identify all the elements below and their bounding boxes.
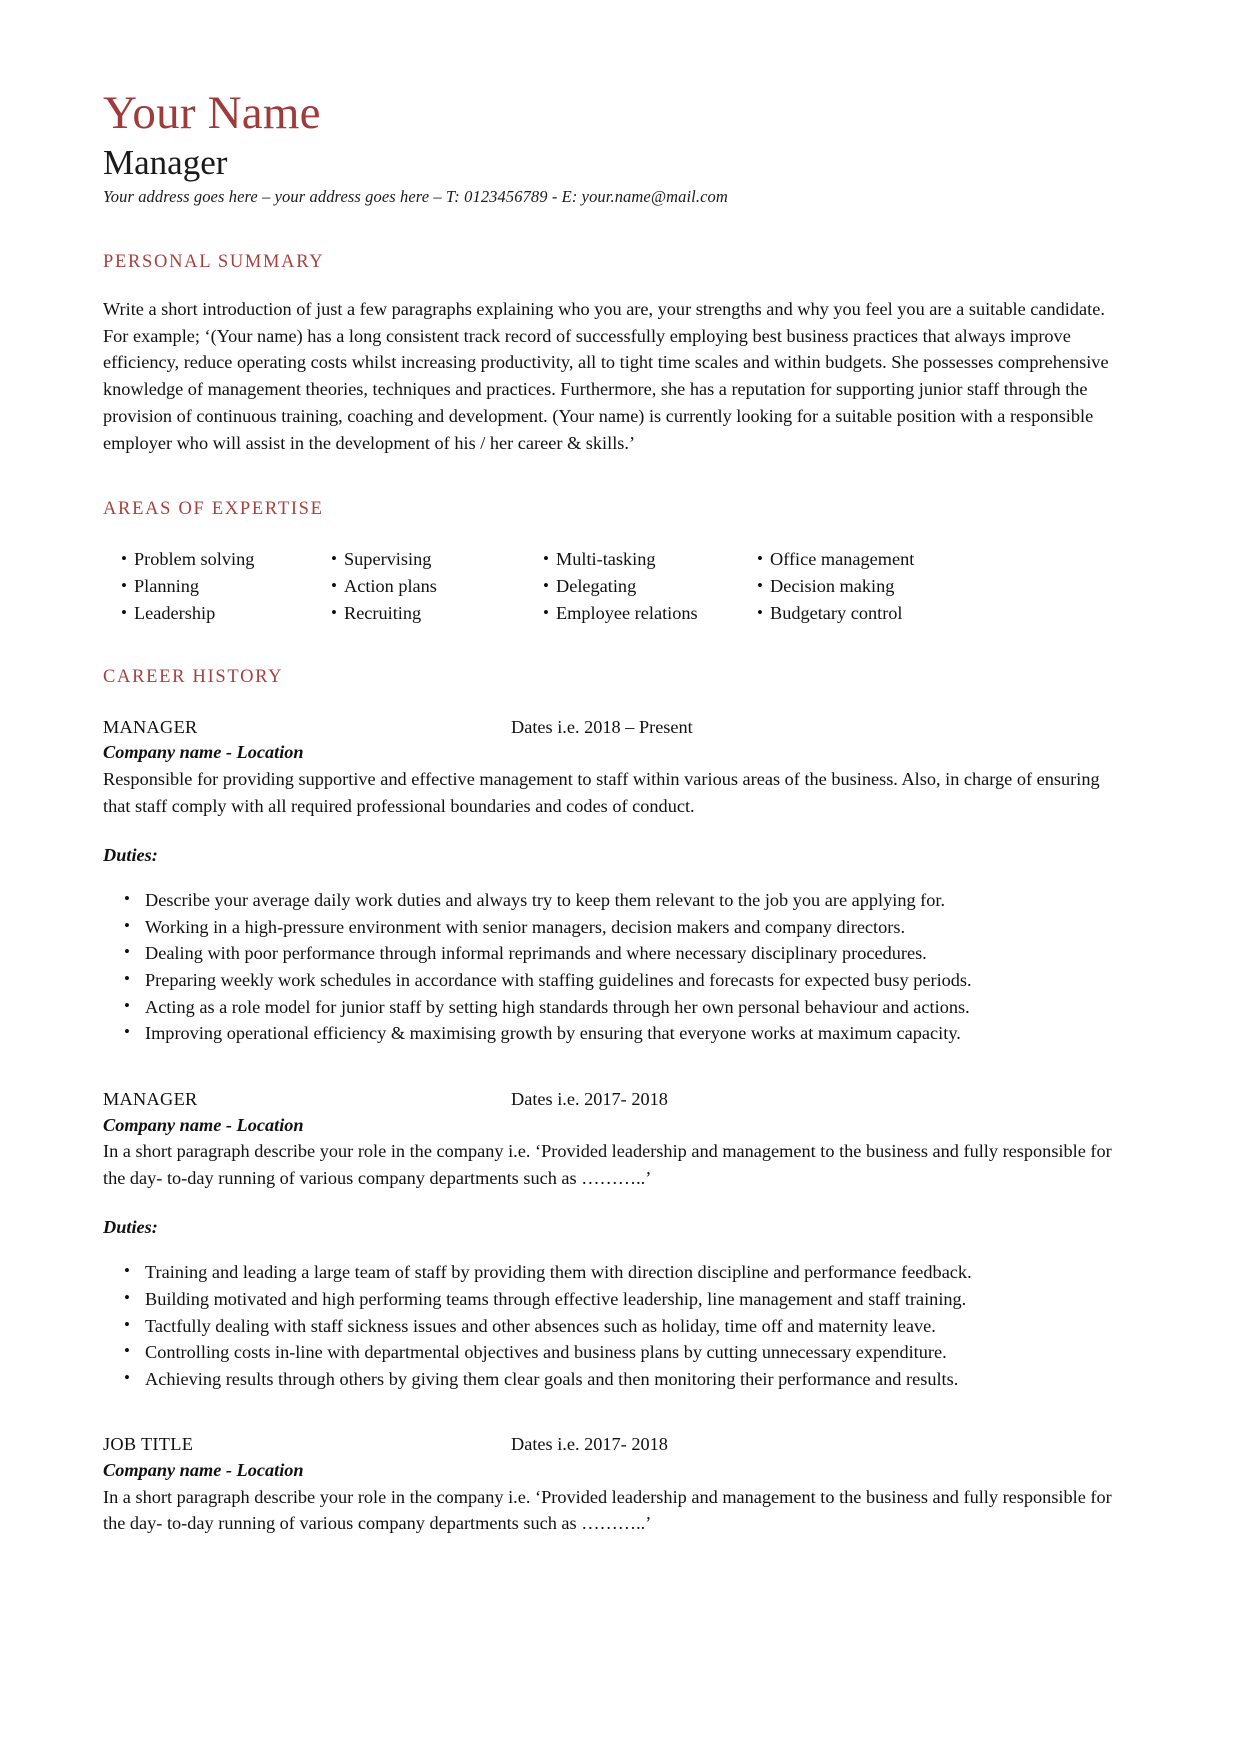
bullet-icon: •: [121, 602, 127, 622]
bullet-icon: •: [124, 1261, 130, 1281]
expertise-item-label: Office management: [770, 548, 915, 569]
duty-item: [103, 1259, 1130, 1286]
career-entry-company: Company name - Location: [103, 1460, 304, 1481]
expertise-item-label: Recruiting: [344, 602, 422, 623]
bullet-icon: •: [124, 995, 130, 1015]
duty-item-text: Acting as a role model for junior staff by setting high standards through her own personal behaviour and actions.: [145, 996, 970, 1017]
career-entry: [103, 1432, 1130, 1537]
bullet-icon: •: [124, 1314, 130, 1334]
bullet-icon: •: [121, 548, 127, 568]
duty-item-text: Dealing with poor performance through informal reprimands and where necessary disciplinary procedures.: [145, 943, 927, 964]
candidate-job-title: Manager: [103, 143, 228, 182]
duty-item: [103, 967, 1130, 994]
expertise-item-label: Employee relations: [556, 602, 698, 623]
bullet-icon: •: [543, 575, 549, 595]
expertise-item: [103, 600, 313, 627]
contact-line: Your address goes here – your address goes here – T: 0123456789 - E: your.name@mail.com: [103, 186, 728, 206]
bullet-icon: •: [757, 602, 763, 622]
career-entry-header: [103, 1087, 1130, 1112]
expertise-item-label: Supervising: [344, 548, 432, 569]
expertise-item-label: Budgetary control: [770, 602, 903, 623]
career-entry-header: [103, 715, 1130, 740]
expertise-item: [739, 573, 1130, 600]
bullet-icon: •: [543, 602, 549, 622]
duties-list: [103, 1259, 1130, 1392]
duty-item-text: Training and leading a large team of staff by providing them with direction discipline and performance feedback.: [145, 1262, 972, 1283]
expertise-item-label: Action plans: [344, 575, 437, 596]
bullet-icon: •: [757, 548, 763, 568]
section-heading-career-history: CAREER HISTORY: [103, 666, 284, 687]
career-entry-role: MANAGER: [103, 1088, 198, 1109]
duties-label: Duties:: [103, 845, 158, 866]
expertise-item-label: Planning: [134, 575, 200, 596]
expertise-item-label: Problem solving: [134, 548, 255, 569]
duty-item: [103, 1286, 1130, 1313]
expertise-item: [103, 573, 313, 600]
duty-item: [103, 914, 1130, 941]
career-entry-dates: Dates i.e. 2017- 2018: [511, 1434, 668, 1455]
bullet-icon: •: [757, 575, 763, 595]
career-entry-company: Company name - Location: [103, 742, 304, 763]
bullet-icon: •: [124, 1288, 130, 1308]
section-heading-areas-of-expertise: AREAS OF EXPERTISE: [103, 498, 324, 519]
duties-label: Duties:: [103, 1217, 158, 1238]
duty-item-text: Improving operational efficiency & maximising growth by ensuring that everyone works at maximum capacity.: [145, 1023, 961, 1044]
duty-item: [103, 1339, 1130, 1366]
bullet-icon: •: [124, 889, 130, 909]
expertise-item: [525, 573, 739, 600]
duty-item-text: Preparing weekly work schedules in accordance with staffing guidelines and forecasts for expected busy periods.: [145, 970, 972, 991]
bullet-icon: •: [124, 1022, 130, 1042]
bullet-icon: •: [124, 969, 130, 989]
duty-item: [103, 887, 1130, 914]
bullet-icon: •: [331, 548, 337, 568]
career-entry-role: JOB TITLE: [103, 1434, 194, 1455]
expertise-item-label: Delegating: [556, 575, 637, 596]
candidate-name: Your Name: [103, 87, 321, 139]
career-entry-description: In a short paragraph describe your role in the company i.e. ‘Provided leadership and management to the business and fully responsible for the day- to-day running of various company departments such as ………..’: [103, 1141, 1112, 1188]
duty-item: [103, 1313, 1130, 1340]
duty-item-text: Controlling costs in-line with departmental objectives and business plans by cutting unnecessary expenditure.: [145, 1342, 947, 1363]
career-entry-dates: Dates i.e. 2018 – Present: [511, 716, 693, 737]
expertise-item: [313, 600, 525, 627]
duty-item-text: Tactfully dealing with staff sickness issues and other absences such as holiday, time off and maternity leave.: [145, 1315, 936, 1336]
personal-summary-text: Write a short introduction of just a few paragraphs explaining who you are, your strengths and why you feel you are a suitable candidate. For example; ‘(Your name) has a long consistent track record of successfully employing best business practices that always improve efficiency, reduce operating costs whilst increasing productivity, all to tight time scales and within budgets. She possesses comprehensive knowledge of management theories, techniques and practices. Furthermore, she has a reputation for supporting junior staff through the provision of continuous training, coaching and development. (Your name) is currently looking for a suitable position with a responsible employer who will assist in the development of his / her career & skills.’: [103, 298, 1109, 453]
expertise-item: [525, 546, 739, 573]
career-entry: [103, 1087, 1130, 1393]
expertise-item: [103, 546, 313, 573]
expertise-item-label: Leadership: [134, 602, 216, 623]
bullet-icon: •: [124, 915, 130, 935]
duty-item: [103, 1020, 1130, 1047]
expertise-item: [313, 573, 525, 600]
duty-item-text: Describe your average daily work duties and always try to keep them relevant to the job you are applying for.: [145, 890, 946, 911]
bullet-icon: •: [124, 1367, 130, 1387]
career-entry-role: MANAGER: [103, 716, 198, 737]
section-heading-personal-summary: PERSONAL SUMMARY: [103, 251, 325, 272]
career-entry-description: Responsible for providing supportive and effective management to staff within various areas of the business. Also, in charge of ensuring that staff comply with all required professional boundaries and codes of conduct.: [103, 769, 1100, 816]
expertise-item: [739, 600, 1130, 627]
career-entry: [103, 715, 1130, 1047]
bullet-icon: •: [121, 575, 127, 595]
duty-item: [103, 940, 1130, 967]
expertise-item: [525, 600, 739, 627]
expertise-item-label: Decision making: [770, 575, 895, 596]
career-entry-description: In a short paragraph describe your role in the company i.e. ‘Provided leadership and management to the business and fully responsible for the day- to-day running of various company departments such as ………..’: [103, 1486, 1112, 1534]
expertise-item-label: Multi-tasking: [556, 548, 656, 569]
expertise-item: [739, 546, 1130, 573]
duty-item-text: Achieving results through others by giving them clear goals and then monitoring their performance and results.: [145, 1368, 959, 1389]
duty-item: [103, 994, 1130, 1021]
career-entry-company: Company name - Location: [103, 1114, 304, 1135]
bullet-icon: •: [331, 575, 337, 595]
duty-item-text: Building motivated and high performing teams through effective leadership, line management and staff training.: [145, 1289, 967, 1310]
bullet-icon: •: [124, 1341, 130, 1361]
duties-list: [103, 887, 1130, 1047]
career-entry-header: [103, 1432, 1130, 1457]
areas-of-expertise-grid: [103, 546, 1130, 627]
bullet-icon: •: [124, 942, 130, 962]
career-entry-dates: Dates i.e. 2017- 2018: [511, 1088, 668, 1109]
duty-item-text: Working in a high-pressure environment with senior managers, decision makers and company directors.: [145, 916, 906, 937]
expertise-item: [313, 546, 525, 573]
bullet-icon: •: [331, 602, 337, 622]
bullet-icon: •: [543, 548, 549, 568]
duty-item: [103, 1366, 1130, 1393]
